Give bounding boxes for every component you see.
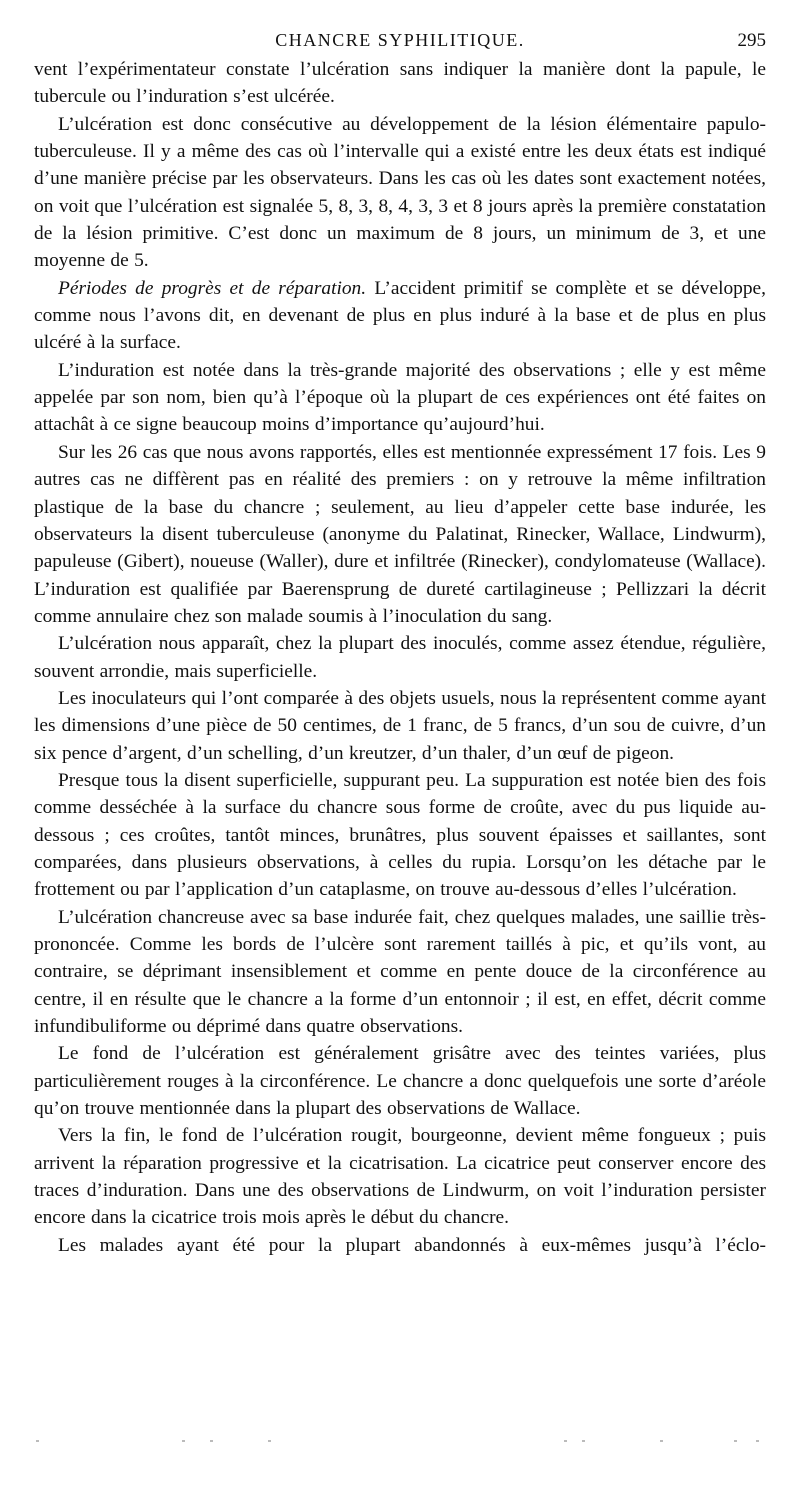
body-text: [34, 56, 766, 1259]
paragraph-3: [34, 275, 766, 357]
paragraph-12: Les malades ayant été pour la plupart abandonnés à eux-mêmes jusqu’à l’éclo-: [58, 1234, 766, 1256]
paragraph-3-text: L’accident primitif se complète et se développe, comme nous l’avons dit, en devenant de plus en plus induré à la base et de plus en plus ulcéré à la surface.: [34, 277, 766, 354]
paragraph-7: Les inoculateurs qui l’ont comparée à des objets usuels, nous la représentent comme ayant les dimensions d’une pièce de 50 centimes, de 1 franc, de 5 francs, d’un sou de cuivre, d’un six pence d’argent, d’un schelling, d’un kreutzer, d’un thaler, d’un œuf de pigeon.: [34, 687, 766, 764]
paragraph-6: L’ulcération nous apparaît, chez la plupart des inoculés, comme assez étendue, régulière, souvent arrondie, mais superficielle.: [34, 633, 766, 682]
paragraph-8: Presque tous la disent superficielle, suppurant peu. La suppuration est notée bien des fois comme desséchée à la surface du chancre sous forme de croûte, avec du pus liquide au-dessous ; ces croûtes, tantôt minces, brunâtres, plus souvent épaisses et saillantes, sont comparées, dans plusieurs observations, à celles du rupia. Lorsqu’on les détache par le frottement ou par l’application d’un cataplasme, on trouve au-dessous d’elles l’ulcération.: [34, 769, 766, 901]
footer-scan-specks: [34, 1440, 766, 1446]
section-heading-progress-repair: Périodes de progrès et de réparation.: [58, 277, 367, 299]
paragraph-1: vent l’expérimentateur constate l’ulcération sans indiquer la manière dont la papule, le tubercule ou l’induration s’est ulcérée.: [34, 59, 766, 108]
paragraph-4: L’induration est notée dans la très-grande majorité des observations ; elle y est même appelée par son nom, bien qu’à l’époque où la plupart de ces expériences ont été faites on attachât à ce signe beaucoup moins d’importance qu’aujourd’hui.: [34, 359, 766, 436]
paragraph-9: L’ulcération chancreuse avec sa base indurée fait, chez quelques malades, une saillie très-prononcée. Comme les bords de l’ulcère sont rarement taillés à pic, et qu’ils vont, au contraire, se déprimant insensiblement et comme en pente douce de la circonférence au centre, il en résulte que le chancre a la forme d’un entonnoir ; il est, en effet, décrit comme infundibuliforme ou déprimé dans quatre observations.: [34, 906, 766, 1038]
paragraph-5: Sur les 26 cas que nous avons rapportés, elles est mentionnée expressément 17 fois. Les 9 autres cas ne diffèrent pas en réalité des premiers : on y retrouve la même infiltration plastique de la base du chancre ; seulement, au lieu d’appeler cette base indurée, les observateurs la disent tuberculeuse (anonyme du Palatinat, Rinecker, Wallace, Lindwurm), papuleuse (Gibert), noueuse (Waller), dure et infiltrée (Rinecker), condylomateuse (Wallace). L’induration est qualifiée par Baerensprung de dureté cartilagineuse ; Pellizzari la décrit comme annulaire chez son malade soumis à l’inoculation du sang.: [34, 441, 766, 627]
paragraph-10: Le fond de l’ulcération est généralement grisâtre avec des teintes variées, plus particulièrement rouges à la circonférence. Le chancre a donc quelquefois une sorte d’aréole qu’on trouve mentionnée dans la plupart des observations de Wallace.: [34, 1043, 766, 1120]
page-header: [34, 26, 766, 56]
paragraph-11: Vers la fin, le fond de l’ulcération rougit, bourgeonne, devient même fongueux ; puis arrivent la réparation progressive et la cicatrisation. La cicatrice peut conserver encore des traces d’induration. Dans une des observations de Lindwurm, on voit l’induration persister encore dans la cicatrice trois mois après le début du chancre.: [34, 1125, 766, 1229]
page-number: 295: [737, 30, 766, 51]
running-title: CHANCRE SYPHILITIQUE.: [275, 30, 525, 50]
paragraph-2: L’ulcération est donc consécutive au développement de la lésion élémentaire papulo-tuberculeuse. Il y a même des cas où l’intervalle qui a existé entre les deux états est indiqué d’une manière précise par les observateurs. Dans les cas où les dates sont exactement notées, on voit que l’ulcération est signalée 5, 8, 3, 8, 4, 3, 3 et 8 jours après la première constatation de la lésion primitive. C’est donc un maximum de 8 jours, un minimum de 3, et une moyenne de 5.: [34, 113, 766, 272]
book-page: [34, 26, 766, 1259]
